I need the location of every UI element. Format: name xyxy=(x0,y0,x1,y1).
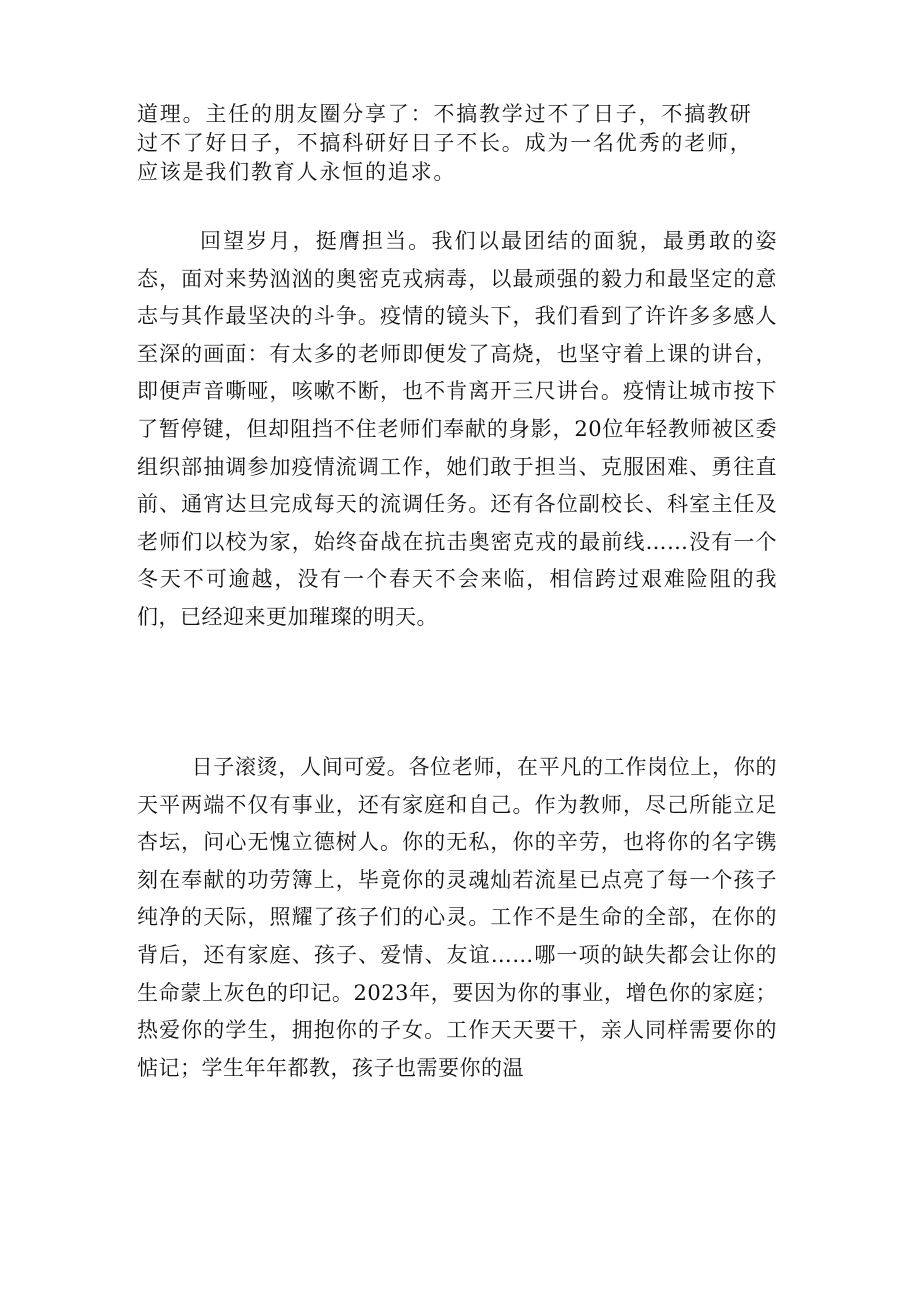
text-line: 过不了好日子，不搞科研好日子不长。成为一名优秀的老师， xyxy=(137,131,753,155)
continued-paragraph xyxy=(137,100,777,187)
text-line: 道理。主任的朋友圈分享了：不搞教学过不了日子，不搞教研 xyxy=(137,102,753,126)
text-line: 应该是我们教育人永恒的追求。 xyxy=(137,160,457,184)
paragraph-family: 日子滚烫，人间可爱。各位老师，在平凡的工作岗位上，你的天平两端不仅有事业，还有家庭和自己。作为教师，尽己所能立足杏坛，问心无愧立德树人。你的无私，你的辛劳，也将你的名字镌刻在奉献的功劳簿上，毕竟你的灵魂灿若流星已点亮了每一个孩子纯净的天际，照耀了孩子们的心灵。工作不是生命的全部，在你的背后，还有家庭、孩子、爱情、友谊……哪一项的缺失都会让你的生命蒙上灰色的印记。2023年，要因为你的事业，增色你的家庭；热爱你的学生，拥抱你的子女。工作天天要干，亲人同样需要你的惦记；学生年年都教，孩子也需要你的温 xyxy=(137,755,777,1080)
paragraph-epidemic: 回望岁月，挺膺担当。我们以最团结的面貌，最勇敢的姿态，面对来势汹汹的奥密克戎病毒，以最顽强的毅力和最坚定的意志与其作最坚决的斗争。疫情的镜头下，我们看到了许许多多感人至深的画面：有太多的老师即便发了高烧，也坚守着上课的讲台，即便声音嘶哑，咳嗽不断，也不肯离开三尺讲台。疫情让城市按下了暂停键，但却阻挡不住老师们奉献的身影，20位年轻教师被区委组织部抽调参加疫情流调工作，她们敢于担当、克服困难、勇往直前、通宵达旦完成每天的流调任务。还有各位副校长、科室主任及老师们以校为家，始终奋战在抗击奥密克戎的最前线……没有一个冬天不可逾越，没有一个春天不会来临，相信跨过艰难险阻的我们，已经迎来更加璀璨的明天。 xyxy=(137,229,777,629)
